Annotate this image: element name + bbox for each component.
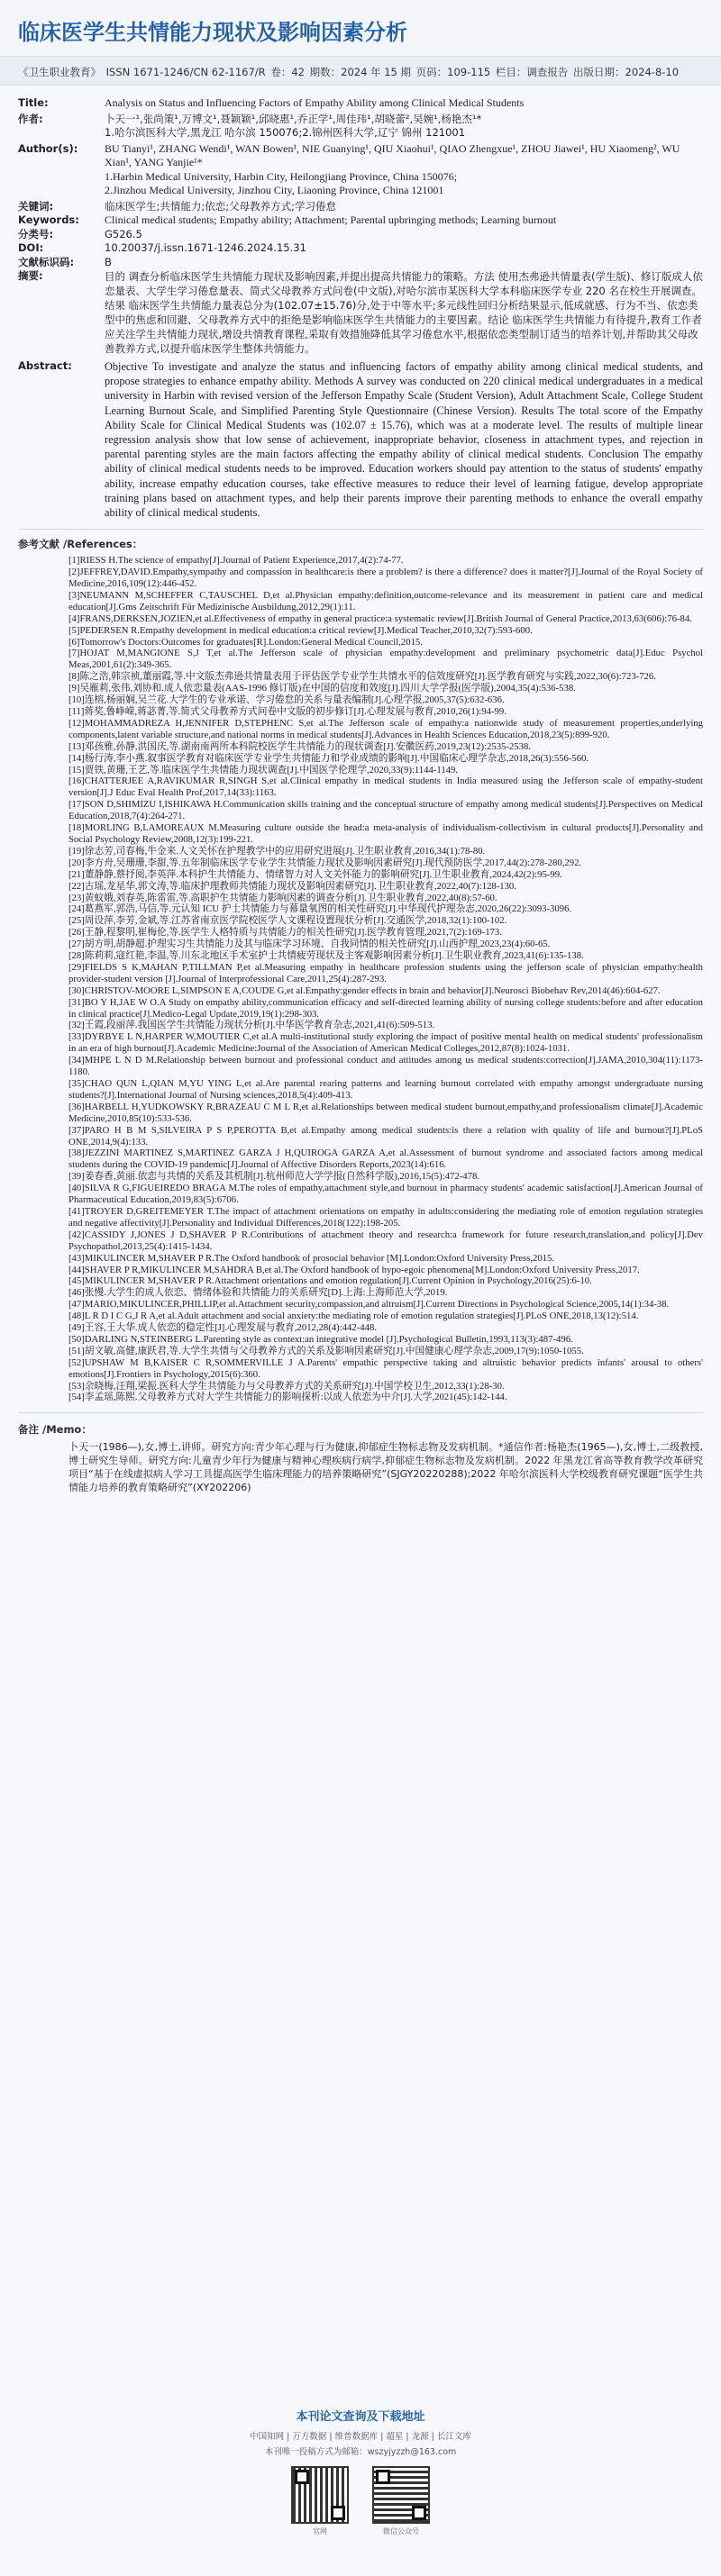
issn: ISSN 1671-1246/CN 62-1167/R <box>105 66 266 78</box>
author-en-label: Author(s): <box>18 141 78 155</box>
issue: 期数：2024 年 15 期 <box>309 66 411 78</box>
qr-code-icon <box>372 2466 430 2524</box>
doc-code-row <box>18 256 703 270</box>
qr-website-label: 官网 <box>313 2527 327 2535</box>
doc-code-label: 文献标识码: <box>18 255 75 268</box>
reference-item: [23]黄蚊娥,刘春英,陈雷雷,等.高职护生共情能力影响因素的调查分析[J].卫生职业教育,2022,40(8):57-60. <box>68 892 497 903</box>
footer <box>0 2407 721 2576</box>
reference-item: [29]FIELDS S K,MAHAN P,TILLMAN P,et al.Measuring empathy in healthcare profession students using the jefferson scale of physician empathy:health provider-student version [J].Journal of Interprofessional Care,2011,25(4):287-293. <box>68 961 703 984</box>
reference-item: [44]SHAVER P R,MIKULINCER M,SAHDRA B,et al.The Oxford handbook of hypo-egoic phenomena[M].London:Oxford University Press,2017. <box>68 1264 640 1275</box>
qr-website <box>291 2466 349 2536</box>
author-en-affiliation-1: 1.Harbin Medical University, Harbin City, Heilongjiang Province, China 150076; <box>105 169 458 183</box>
keywords-cn-row <box>18 200 703 214</box>
author-cn-row <box>18 113 703 141</box>
reference-item: [49]王容,王大华.成人依恋的稳定性[J].心理发展与教育,2012,28(4):442-448. <box>68 1322 377 1334</box>
author-en-row <box>18 142 703 198</box>
reference-item: [33]DYRBYE L N,HARPER W,MOUTIER C,et al.A multi-institutional study exploring the impact of positive mental health on medical students' professionalism in an era of high burnout[J].Academic Medicine:Journal of the Association of American Medical Colleges,2012,87(8):1024-1031. <box>68 1031 703 1055</box>
reference-item: [46]张慢.大学生的成人依恋、情绪体验和共情能力的关系研究[D].上海:上海师范大学,2019. <box>68 1287 448 1299</box>
keywords-en-row <box>18 213 703 228</box>
abstract-cn-row <box>18 269 703 356</box>
references-label: 参考文献 /References： <box>18 538 143 551</box>
reference-item: [16]CHATTERJEE A,RAVIKUMAR R,SINGH S,et al.Clinical empathy in medical students in India measured using the Jefferson scale of empathy-student version[J].J Educ Eval Health Prof,2017,14(33):1163. <box>68 776 703 799</box>
qr-wechat <box>372 2466 430 2536</box>
reference-item: [26]王静,程黎明,崔梅伦,等.医学生人格特质与共情能力的相关性研究[J].医学教育管理,2021,7(2):169-173. <box>68 927 502 939</box>
column: 栏目：调查报告 <box>495 66 569 78</box>
reference-item: [6]Tomorrow's Doctors:Outcomes for graduates[R].London:General Medical Council,2015. <box>68 636 423 648</box>
reference-item: [43]MIKULINCER M,SHAVER P R.The Oxford handbook of prosocial behavior [M].London:Oxford University Press,2015. <box>68 1252 555 1264</box>
memo-section <box>0 1413 721 1494</box>
abstract-cn-label: 摘要: <box>18 269 43 282</box>
reference-item: [8]陈之浩,韩宗祯,董丽霞,等.中文版杰弗逊共情量表用于评估医学专业学生共情水平的信效度研究[J].医学教育研究与实践,2022,30(6):723-726. <box>68 671 656 683</box>
abstract-en-row <box>18 359 703 520</box>
publication-meta <box>0 57 721 86</box>
qr-wechat-label: 微信公众号 <box>383 2527 419 2535</box>
keywords-cn-value: 临床医学生;共情能力;依恋;父母教养方式;学习倦怠 <box>105 199 336 213</box>
reference-item: [47]MARIO,MIKULINCER,PHILLIP,et al.Attachment security,compassion,and altruism[J].Current Directions in Psychological Science,2005,14(1):34-38. <box>68 1299 670 1311</box>
reference-item: [17]SON D,SHIMIZU I,ISHIKAWA H.Communication skills training and the conceptual structure of empathy among medical students[J].Perspectives on Medical Education,2018,7(4):264-271. <box>68 799 703 822</box>
reference-item: [7]HOJAT M,MANGIONE S,J T,et al.The Jefferson scale of physician empathy:development and preliminary psychometric data[J].Educ Psychol Meas,2001,61(2):349-365. <box>68 648 703 671</box>
reference-item: [27]胡方明,胡静超.护理实习生共情能力及其与临床学习环境、自我同情的相关性研究[J].山西护理,2023,23(4):60-65. <box>68 939 551 950</box>
author-en-value: BU Tianyi¹, ZHANG Wendi¹, WAN Bowen¹, NIE Guanying¹, QIU Xiaohui¹, QIAO Zhengxue¹, ZHOU Jiawei¹, HU Xiaomeng², WU Xian¹, YANG Yanjie¹* <box>105 141 680 168</box>
reference-item: [9]吴雁莉,张伟,刘协和.成人依恋量表(AAS-1996 修订版)在中国的信度和效度[J].四川大学学报(医学版),2004,35(4):536-538. <box>68 683 576 694</box>
reference-item: [45]MIKULINCER M,SHAVER P R.Attachment orientations and emotion regulation[J].Current Opinion in Psychology,2016(25):6-10. <box>68 1275 592 1287</box>
reference-item: [34]MHPE L N D M.Relationship between burnout and professional conduct and attitudes among us medical students:correction[J].JAMA,2010,304(11):1173-1180. <box>68 1055 703 1078</box>
keywords-cn-label: 关键词: <box>18 199 54 213</box>
reference-item: [36]HARBELL H,YUDKOWSKY R,BRAZEAU C M L R,et al.Relationships between medical student burnout,empathy,and professionalism climate[J].Academic Medicine,2010,85(10):533-536. <box>68 1101 703 1124</box>
volume: 卷：42 <box>270 66 305 78</box>
reference-item: [24]葛燕军,郭浩,马信,等.元认知 ICU 护士共情能力与幕量氧图的相关性研究[J].中华现代护理杂志,2020,26(22):3093-3096. <box>68 903 572 915</box>
reference-item: [20]李方舟,吴珊珊,李甜,等.五年制临床医学专业学生共情能力现状及影响因素研究[J].现代预防医学,2017,44(2):278-280,292. <box>68 857 582 868</box>
author-cn-value: 卜天一¹,张尚策¹,万博文¹,聂颖颖¹,邱晓惠¹,乔正学¹,周佳玮¹,胡晓蕾²,吴婉¹,杨艳杰¹* <box>105 112 482 125</box>
doc-code-value: B <box>105 255 112 268</box>
reference-item: [18]MORLING B,LAMOREAUX M.Measuring culture outside the head:a meta-analysis of individualism-collectivism in cultural products[J].Personality and Social Psychology Review,2008,12(3):199-221. <box>68 822 703 845</box>
reference-item: [3]NEUMANN M,SCHEFFER C,TAUSCHEL D,et al.Physician empathy:definition,outcome-relevance and its measurement in patient care and medical education[J].Gms Zeitschrift Für Medizinische Ausbildung,2012,29(1):11. <box>68 589 703 612</box>
title-bar <box>0 0 721 57</box>
reference-item: [42]CASSIDY J,JONES J D,SHAVER P R.Contributions of attachment theory and research:a framework for future research,translation,and policy[J].Dev Psychopathol,2013,25(4):1415-1434. <box>68 1229 703 1252</box>
reference-item: [11]蒋奖,鲁峥嵘,蒋苾菁,等.简式父母教养方式问卷中文版的初步修订[J].心理发展与教育,2010,26(1):94-99. <box>68 706 507 718</box>
reference-item: [41]TROYER D,GREITEMEYER T.The impact of attachment orientations on empathy in adults:considering the mediating role of emotion regulation strategies and negative affectivity[J].Personality and Individual Differences,2018(122):198-205. <box>68 1205 703 1229</box>
abstract-en-label: Abstract: <box>18 359 72 372</box>
reference-item: [53]余晓梅,汪翔,梁振.医科大学生共情能力与父母教养方式的关系研究[J].中国学校卫生,2012,33(1):28-30. <box>68 1380 505 1392</box>
reference-item: [30]CHRISTOV-MOORE L,SIMPSON E A,COUDE G,et al.Empathy:gender effects in brain and behavior[J].Neurosci Biobehav Rev,2014(46):604-627. <box>68 984 661 996</box>
reference-item: [40]SILVA R G,FIGUEIREDO BRAGA M.The roles of empathy,attachment style,and burnout in pharmacy students' academic satisfaction[J].American Journal of Pharmaceutical Education,2019,83(5):6706. <box>68 1183 703 1206</box>
reference-item: [48]L R D I C G,J R A,et al.Adult attachment and social anxiety:the mediating role of emotion regulation strategies[J].PLoS ONE,2018,13(12):514. <box>68 1311 639 1322</box>
memo-label: 备注 /Memo： <box>18 1423 92 1437</box>
reference-item: [2]JEFFREY,DAVID.Empathy,sympathy and compassion in healthcare:is there a problem? is there a difference? does it matter?[J].Journal of the Royal Society of Medicine,2016,109(12):446-452. <box>68 567 703 590</box>
references-list <box>68 555 703 1403</box>
qr-codes <box>0 2466 721 2536</box>
article-info <box>0 86 721 520</box>
clc-label: 分类号: <box>18 227 54 240</box>
keywords-en-label: Keywords: <box>18 213 79 226</box>
reference-item: [39]姜春香,黄丽.依恋与共情的关系及其机制[J].杭州师范大学学报(自然科学版),2016,15(5):472-478. <box>68 1171 479 1183</box>
reference-item: [13]邓孩雅,孙静,洪国庆,等.湖南南两所本科院校医学生共情能力的现状调查[J].安徽医药,2019,23(12):2535-2538. <box>68 740 531 752</box>
reference-item: [19]徐志芳,司春梅,牛金来.人文关怀在护理教学中的应用研究进展[J].卫生职业教育,2016,34(1):78-80. <box>68 845 486 857</box>
reference-item: [4]FRANS,DERKSEN,JOZIEN,et al.Effectiveness of empathy in general practice:a systematic review[J].British Journal of General Practice,2013,63(606):76-84. <box>68 612 692 624</box>
reference-item: [28]陈莉莉,寇红艳,李温,等.川东北地区手术室护士共情疲劳现状及主客观影响因素分析[J].卫生职业教育,2023,41(6):135-138. <box>68 950 584 962</box>
clc-value: G526.5 <box>105 227 142 240</box>
reference-item: [38]JEZZINI MARTINEZ S,MARTINEZ GARZA J H,QUIROGA GARZA A,et al.Assessment of burnout syndrome and associated factors among medical students during the COVID-19 pandemic[J].Journal of Affective Disorders Reports,2023(14):616. <box>68 1147 703 1171</box>
author-en-affiliation-2: 2.Jinzhou Medical University, Jinzhou City, Liaoning Province, China 121001 <box>105 184 444 196</box>
journal-name: 《卫生职业教育》 <box>18 66 101 78</box>
abstract-cn-text: 目的 调查分析临床医学生共情能力现状及影响因素,并提出提高共情能力的策略。方法 使用杰弗逊共情量表(学生版)、修订版成人依恋量表、大学生学习倦怠量表、简式父母教养方式问卷(中文版),对哈尔滨市某医科大学本科临床医学专业 220 名在校生开展调查。结果 临床医学生共情能力量表总分为(102.07±15.76)分,处于中等水平;多元线性回归分析结果显示,低成就感、行为不当、依恋类型中的焦虑和回避、父母教养方式中的拒绝是影响临床医学生共情能力的主要因素。结论 临床医学生共情能力有待提升,教育工作者应关注学生共情能力现状,增设共情教育课程,采取有效措施降低其学习倦怠水平,根据依恋类型制订适当的培养计划,并帮助其父母改善教养方式,以提升临床医学生整体共情能力。 <box>105 270 703 355</box>
reference-item: [54]李孟瑶,陈熙.父母教养方式对大学生共情能力的影响探析:以成人依恋为中介[J].大学,2021(45):142-144. <box>68 1392 507 1403</box>
doi-link[interactable]: 10.20037/j.issn.1671-1246.2024.15.31 <box>105 241 306 254</box>
reference-item: [15]贾铁,黄珊,王艺,等.临床医学生共情能力现状调查[J].中国医学伦理学,2020,33(9):1144-1149. <box>68 764 459 776</box>
reference-item: [51]胡文敏,高健,康跃君,等.大学生共情与父母教养方式的关系及影响因素研究[J].中国健康心理学杂志,2009,17(9):1050-1055. <box>68 1345 584 1356</box>
reference-item: [35]CHAO QUN L,QIAN M,YU YING L,et al.Are parental rearing patterns and learning burnout correlated with empathy amongst undergraduate nursing students?[J].International Journal of Nursing sciences,2018,5(4):409-413. <box>68 1078 703 1101</box>
reference-item: [52]UPSHAW M B,KAISER C R,SOMMERVILLE J A.Parents' empathic perspective taking and altruistic behavior predicts infants' arousal to others' emotions[J].Frontiers in Psychology,2015(6):360. <box>68 1356 703 1380</box>
pages: 页码：109-115 <box>415 66 491 78</box>
reference-item: [1]RIESS H.The science of empathy[J].Journal of Patient Experience,2017,4(2):74-77. <box>68 555 404 567</box>
reference-item: [14]杨行涛,李小燕.叙事医学教育对临床医学专业学生共情能力和学业成绩的影响[J].中国临床心理学杂志,2018,26(3):556-560. <box>68 752 589 764</box>
doi-row <box>18 241 703 256</box>
abstract-en-text: Objective To investigate and analyze the status and influencing factors of empathy ability among clinical medical students, and propose strategies to enhance empathy ability. Methods A survey was conducted on 220 clinical medical undergraduates in a medical university in Harbin with revised version of the Jefferson Empathy Scale (Student Version), Adult Attachment Scale, College Student Learning Burnout Scale, and Simplified Parenting Style Questionnaire (Chinese Version). Results The total score of the Empathy Ability Scale for Clinical Medical Students was (102.07 ± 15.76), which was at a moderate level. The results of multiple linear regression analysis show that low sense of achievement, inappropriate behavior, closeness in attachment types, and rejection in parental parenting styles are the main factors affecting the empathy ability of clinical medical students. Conclusion The empathy ability of clinical medical students needs to be improved. Education workers should pay attention to the status of students' empathy ability, increase empathy education courses, take effective measures to reduce their level of learning fatigue, develop appropriate training plans based on attachment types, and help their parents improve their parenting methods to enhance the overall empathy ability of clinical medical students. <box>105 360 703 520</box>
author-cn-affiliation: 1.哈尔滨医科大学,黑龙江 哈尔滨 150076;2.锦州医科大学,辽宁 锦州 121001 <box>105 126 466 139</box>
article-title: 临床医学生共情能力现状及影响因素分析 <box>18 20 407 45</box>
footer-contact: 本刊唯一投稿方式为邮箱：wszyjyzzh@163.com <box>264 2447 457 2457</box>
qr-code-icon <box>291 2466 349 2524</box>
reference-item: [32]王霞,段丽萍.我国医学生共情能力现状分析[J].中华医学教育杂志,2021,41(6):509-513. <box>68 1020 435 1031</box>
memo-text: 卜天一(1986—),女,博士,讲师。研究方向:青少年心理与行为健康,抑郁症生物标志物及发病机制。*通信作者:杨艳杰(1965—),女,博士,二级教授,博士研究生导师。研究方向:儿童青少年行为健康与精神心理疾病行病学,抑郁症生物标志物及发病机制。2022 年黑龙江省高等教育教学改革研究项目“基于在线虚拟病人学习工具提高医学生临床理能力的培养策略研究”(SJGY20220288);2022 年哈尔滨医科大学校级教育研究课题“医学生共情能力培养的教育策略研究”(XY202206) <box>68 1441 703 1494</box>
pub-date: 出版日期：2024-8-10 <box>573 66 680 78</box>
reference-item: [21]董静静,蔡抒阅,李英萍.本科护生共情能力、情绪智力对人文关怀能力的影响研究[J].卫生职业教育,2024,42(2):95-99. <box>68 868 562 880</box>
title-label: Title: <box>18 96 49 109</box>
reference-item: [50]DARLING N,STEINBERG L.Parenting style as context:an integrative model [J].Psychological Bulletin,1993,113(3):487-496. <box>68 1333 573 1345</box>
footer-sites[interactable]: 中国知网 | 万方数据 | 维普数据库 | 超星 | 龙源 | 长江文库 <box>250 2432 471 2442</box>
clc-row <box>18 228 703 242</box>
footer-title: 本刊论文查询及下载地址 <box>296 2410 425 2424</box>
keywords-en-value: Clinical medical students; Empathy ability; Attachment; Parental upbringing methods; Learning burnout <box>105 213 557 226</box>
reference-item: [25]周设萍,李芳,金斌,等.江苏省南京医学院校医学人文课程设置现状分析[J].交通医学,2018,32(1):100-102. <box>68 915 507 927</box>
references-section <box>0 530 721 1403</box>
reference-item: [5]PEDERSEN R.Empathy development in medical education:a critical review[J].Medical Teacher,2010,32(7):593-600. <box>68 624 533 636</box>
title-value: Analysis on Status and Influencing Factors of Empathy Ability among Clinical Medical Students <box>105 96 525 109</box>
doi-label: DOI: <box>18 241 44 254</box>
reference-item: [37]PARO H B M S,SILVEIRA P S P,PEROTTA B,et al.Empathy among medical students:is there a relation with quality of life and burnout?[J].PLoS ONE,2014,9(4):133. <box>68 1124 703 1147</box>
reference-item: [12]MOHAMMADREZA H,JENNIFER D,STEPHENC S,et al.The Jefferson scale of empathy:a nationwide study of measurement properties,underlying components,latent variable structure,and national norms in medical students[J].Advances in Health Sciences Education,2018,23(5):899-920. <box>68 717 703 740</box>
reference-item: [22]古瑶,龙星华,郭文涛,等.临床护理教师共情能力现状及影响因素研究[J].卫生职业教育,2022,40(7):128-130. <box>68 880 516 892</box>
author-cn-label: 作者: <box>18 112 43 125</box>
title-row <box>18 96 703 111</box>
reference-item: [10]连榕,杨丽娴,吴兰花.大学生的专业承诺、学习倦怠的关系与量表编制[J].心理学报,2005,37(5):632-636. <box>68 694 505 706</box>
reference-item: [31]BO Y H,JAE W O.A Study on empathy ability,communication efficacy and self-directed learning ability of nursing college students:before and after education in clinical practice[J].Medico-Legal Update,2019,19(1):298-303. <box>68 996 703 1020</box>
